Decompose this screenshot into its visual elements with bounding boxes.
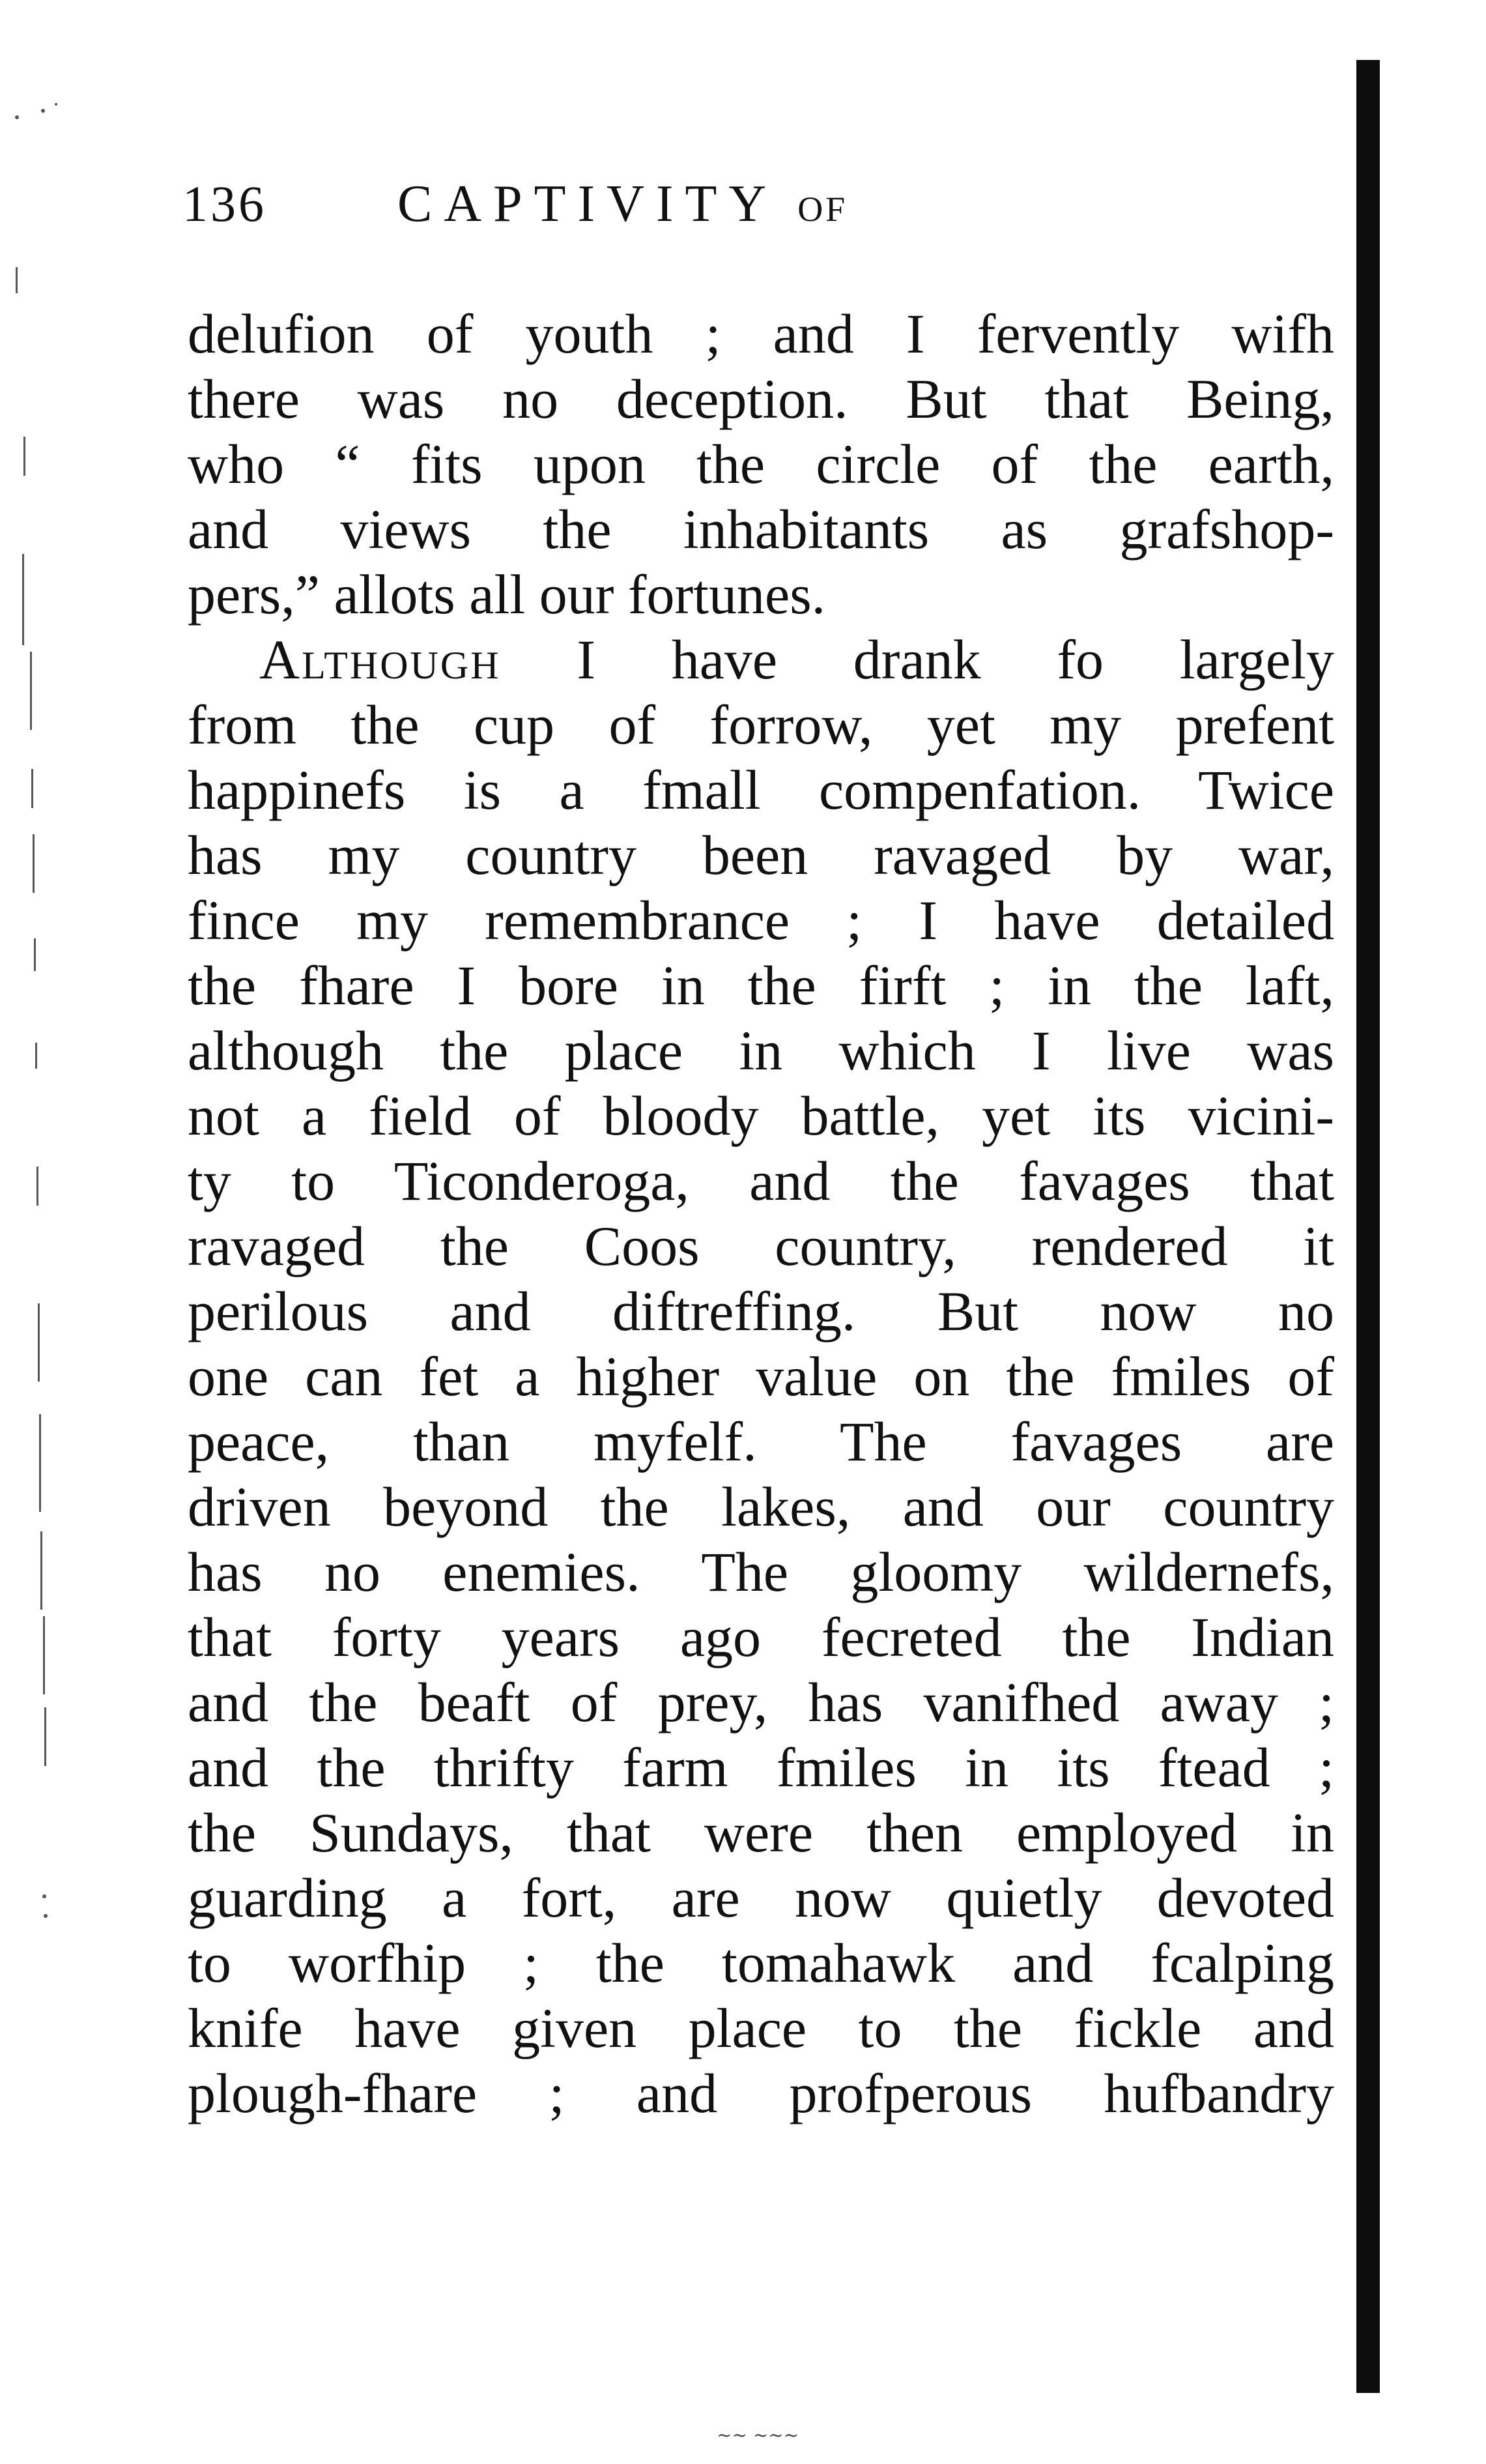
text-line xyxy=(188,822,1334,888)
line-text: not a field of bloody battle, yet its vicini- xyxy=(188,1084,1334,1147)
paragraph-lead-smallcaps: Although xyxy=(259,628,501,691)
scan-edge-artifacts xyxy=(4,98,63,2444)
line-text: I have drank fo largely xyxy=(500,628,1334,691)
text-line xyxy=(188,1279,1334,1344)
line-text: there was no deception. But that Being, xyxy=(188,368,1334,430)
line-text: has no enemies. The gloomy wildernefs, xyxy=(188,1541,1334,1603)
line-text: although the place in which I live was xyxy=(188,1019,1334,1082)
text-line xyxy=(188,1409,1334,1474)
text-line xyxy=(188,1865,1334,1930)
text-line xyxy=(188,1148,1334,1213)
text-line xyxy=(188,1735,1334,1800)
running-head xyxy=(397,175,848,234)
text-line xyxy=(188,1670,1334,1735)
line-text: one can fet a higher value on the fmiles of xyxy=(188,1345,1334,1408)
text-line xyxy=(188,1344,1334,1409)
line-text: and the beaft of prey, has vanifhed away ; xyxy=(188,1671,1334,1733)
text-line xyxy=(188,1800,1334,1865)
text-line xyxy=(188,431,1334,497)
line-text: who “ fits upon the circle of the earth, xyxy=(188,433,1334,495)
line-text: the Sundays, that were then employed in xyxy=(188,1801,1334,1864)
line-text: has my country been ravaged by war, xyxy=(188,824,1334,886)
text-line xyxy=(188,1930,1334,1995)
text-line xyxy=(188,627,1334,692)
text-line xyxy=(188,2061,1334,2126)
line-text: ravaged the Coos country, rendered it xyxy=(188,1215,1334,1277)
line-text: guarding a fort, are now quietly devoted xyxy=(188,1866,1334,1929)
line-text: delufion of youth ; and I fervently wifh xyxy=(188,302,1334,365)
line-text: happinefs is a fmall compenfation. Twice xyxy=(188,759,1334,821)
line-text: the fhare I bore in the firft ; in the laft, xyxy=(188,954,1334,1017)
text-line xyxy=(188,497,1334,562)
line-text: ty to Ticonderoga, and the favages that xyxy=(188,1150,1334,1212)
text-line xyxy=(188,692,1334,757)
text-line xyxy=(188,1213,1334,1279)
text-line xyxy=(188,301,1334,366)
line-text: plough-fhare ; and profperous hufbandry xyxy=(188,2062,1334,2124)
text-line xyxy=(188,1604,1334,1670)
line-text: peace, than myfelf. The favages are xyxy=(188,1410,1334,1473)
text-line xyxy=(188,562,1334,627)
line-text: to worfhip ; the tomahawk and fcalping xyxy=(188,1932,1334,1994)
line-text: pers,” allots all our fortunes. xyxy=(188,563,826,626)
line-text: that forty years ago fecreted the Indian xyxy=(188,1606,1334,1668)
running-head-suffix: OF xyxy=(797,190,848,229)
text-line xyxy=(188,1474,1334,1539)
running-head-title: CAPTIVITY xyxy=(397,175,779,233)
text-line xyxy=(188,1539,1334,1604)
text-line xyxy=(188,366,1334,431)
line-text: and views the inhabitants as grafshop- xyxy=(188,498,1334,560)
line-text: from the cup of forrow, yet my prefent xyxy=(188,693,1334,756)
page-header xyxy=(182,175,1225,253)
page-number: 136 xyxy=(182,175,266,232)
text-line xyxy=(188,1018,1334,1083)
body-text xyxy=(188,301,1334,2126)
text-line xyxy=(188,757,1334,822)
text-line xyxy=(188,888,1334,953)
gutter-shadow-bar xyxy=(1356,60,1380,2393)
text-line xyxy=(188,1083,1334,1148)
footer-marks: ~~ ~~~ xyxy=(717,2424,799,2446)
text-line xyxy=(188,1995,1334,2061)
line-text: fince my remembrance ; I have detailed xyxy=(188,889,1334,951)
line-text: driven beyond the lakes, and our country xyxy=(188,1475,1334,1538)
text-line xyxy=(188,953,1334,1018)
line-text: and the thrifty farm fmiles in its ftead ; xyxy=(188,1736,1334,1799)
line-text: perilous and diftreffing. But now no xyxy=(188,1280,1334,1342)
line-text: knife have given place to the fickle and xyxy=(188,1997,1334,2059)
